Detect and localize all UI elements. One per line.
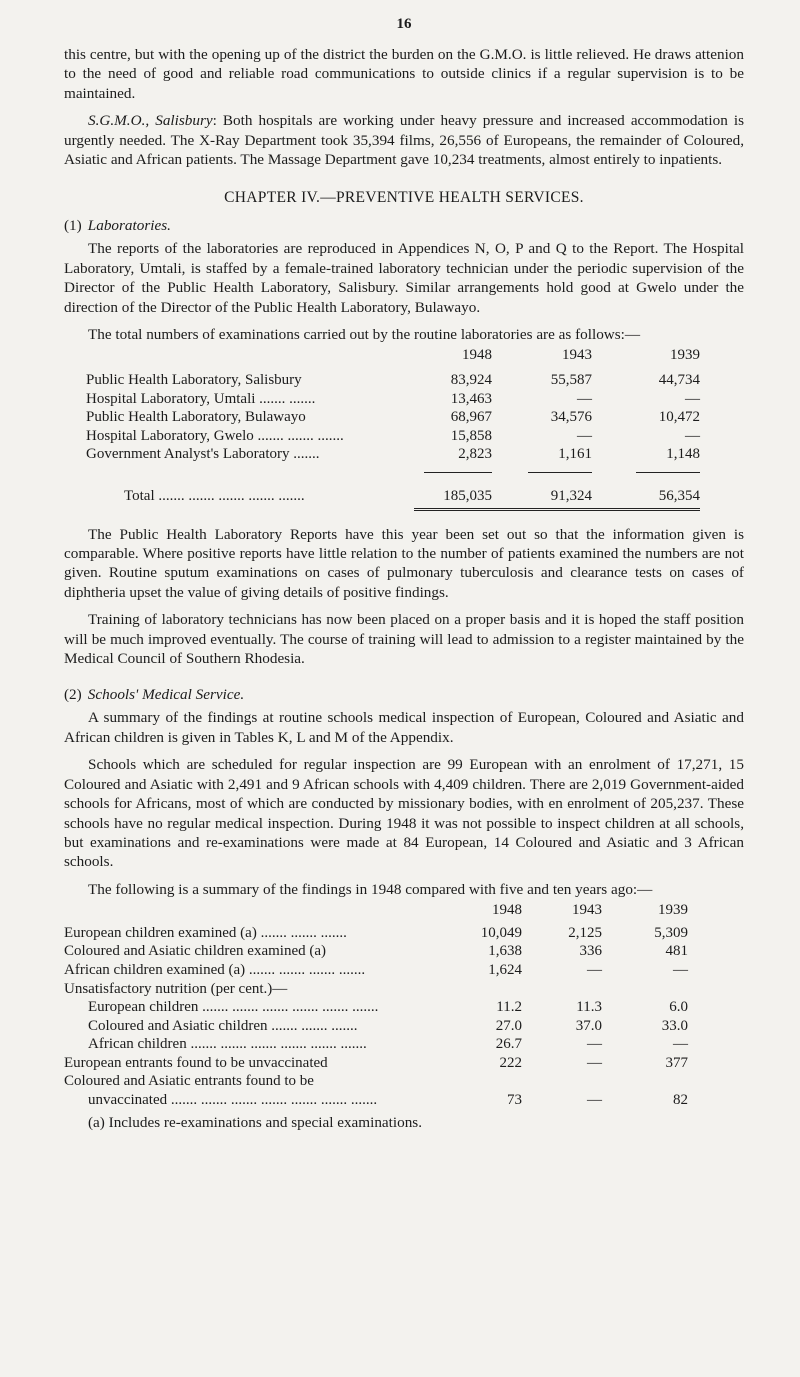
document-page (64, 16, 744, 1132)
table-row (64, 980, 688, 999)
cell-1943: 1,161 (558, 446, 592, 463)
cell-1939: — (673, 1036, 688, 1053)
paragraph-salisbury-lead: S.G.M.O., Salisbury (88, 112, 213, 130)
row-label: Public Health Laboratory, Salisbury (86, 372, 302, 389)
cell-1943 (522, 980, 602, 999)
table-row (64, 1035, 688, 1054)
total-1939: 56,354 (592, 473, 700, 509)
table-row (64, 961, 688, 980)
paragraph-training: Training of laboratory technicians has now been placed on a proper basis and it is hoped the staff position will be much improved eventually. The course of training will lead to admission to a register maintained by the Medical Council of Southern Rhodesia. (64, 611, 744, 668)
table-row (86, 445, 700, 464)
cell-1943: — (587, 1036, 602, 1053)
cell-1943: — (577, 427, 592, 444)
cell-1948: 26.7 (495, 1036, 522, 1053)
cell-1948: 2,823 (458, 446, 492, 463)
column-header-1948: 1948 (492, 902, 522, 919)
footnote: (a) Includes re-examinations and special examinations. (88, 1113, 422, 1131)
cell-1948: 68,967 (450, 409, 492, 426)
cell-1939: 481 (665, 943, 688, 960)
row-label: Government Analyst's Laboratory ....... (86, 446, 320, 463)
row-label: African children examined (a) ....... ....... ....... ....... (64, 961, 366, 978)
table-header-row (64, 901, 688, 920)
section-laboratories-heading (64, 217, 744, 235)
cell-1943: — (587, 961, 602, 978)
paragraph-phl-reports: The Public Health Laboratory Reports have this year been set out so that the information given is comparable. Where positive reports have little relation to the number of patients examined the numbers are not given. Routine sputum examinations on cases of pulmonary tuberculosis and clearance tests on cases of diphtheria upset the value of giving details of positive findings. (64, 525, 744, 601)
row-label: African children ....... ....... ....... ....... ....... ....... (88, 1036, 367, 1053)
cell-1948: 73 (507, 1092, 522, 1109)
section-schools-heading (64, 686, 744, 704)
cell-1943: 34,576 (550, 409, 592, 426)
laboratory-examinations-table (86, 346, 700, 510)
cell-1948 (452, 1072, 522, 1091)
cell-1939: 44,734 (658, 372, 700, 389)
table-row (64, 1091, 688, 1110)
cell-1943: — (577, 390, 592, 407)
cell-1943: 2,125 (568, 924, 602, 941)
cell-1943: 37.0 (575, 1017, 602, 1034)
table-row (64, 998, 688, 1017)
column-header-1939: 1939 (670, 347, 700, 364)
column-header-1943: 1943 (572, 902, 602, 919)
paragraph-salisbury-body: : Both hospitals are working under heavy pressure and increased accommodation is urgently needed. The X-Ray Department took 35,394 films, 26,556 of Europeans, the remainder of Coloured, Asiatic and African patients. The Massage Department gave 10,234 treatments, almost entirely to inpatients. (64, 112, 745, 169)
row-label: Hospital Laboratory, Umtali ....... ....... (86, 390, 316, 407)
cell-1948: 11.2 (496, 999, 522, 1016)
column-header-1939: 1939 (658, 902, 688, 919)
row-label: Coloured and Asiatic entrants found to be (64, 1073, 314, 1090)
row-label: European children examined (a) ....... ....... ....... (64, 924, 347, 941)
table-row (86, 390, 700, 409)
cell-1939: 82 (673, 1092, 688, 1109)
cell-1943: — (587, 1092, 602, 1109)
cell-1948: 27.0 (495, 1017, 522, 1034)
row-label: Coloured and Asiatic children ....... ....... ....... (88, 1017, 358, 1034)
total-1943: 91,324 (492, 473, 592, 509)
section-number: (2) (64, 686, 82, 704)
table-row (64, 1017, 688, 1036)
cell-1943: 336 (579, 943, 602, 960)
paragraph-following: The following is a summary of the findings in 1948 compared with five and ten years ago:— (88, 880, 653, 898)
cell-1948: 10,049 (480, 924, 522, 941)
cell-1939: 33.0 (661, 1017, 688, 1034)
table-row (86, 408, 700, 427)
cell-1943 (522, 1072, 602, 1091)
row-label: European entrants found to be unvaccinated (64, 1054, 328, 1071)
section-title: Schools' Medical Service. (87, 686, 245, 704)
table-total-row (86, 473, 700, 509)
page-number: 16 (396, 16, 412, 32)
cell-1939: 6.0 (669, 999, 688, 1016)
column-header-1948: 1948 (462, 347, 492, 364)
cell-1939: 10,472 (658, 409, 700, 426)
cell-1948 (452, 980, 522, 999)
paragraph-schools-scheduled: Schools which are scheduled for regular inspection are 99 European with an enrolment of 17,271, 15 Coloured and Asiatic with 2,491 and 9 African schools with 4,409 children. There are 2,019 Government-aided schools for Africans, most of which are conducted by missionary bodies, with en enrolment of 205,237. These schools have no regular medical inspection. During 1948 it was not possible to inspect children at all schools, but examinations and re-examinations were made at 84 European, 14 Coloured and Asiatic and 3 African schools. (64, 756, 744, 871)
column-header-1943: 1943 (562, 347, 592, 364)
cell-1943: 11.3 (576, 999, 602, 1016)
paragraph-salisbury (64, 111, 744, 169)
cell-1939: — (685, 427, 700, 444)
row-label: European children ....... ....... ....... ....... ....... ....... (88, 999, 379, 1016)
paragraph-schools-summary: A summary of the findings at routine schools medical inspection of European, Coloured and Asiatic and African children is given in Tables K, L and M of the Appendix. (64, 709, 744, 746)
cell-1939: 377 (665, 1054, 688, 1071)
cell-1939: — (685, 390, 700, 407)
cell-1943: — (587, 1054, 602, 1071)
row-label: Coloured and Asiatic children examined (a) (64, 943, 326, 960)
chapter-heading: CHAPTER IV.—PREVENTIVE HEALTH SERVICES. (224, 189, 584, 207)
table-row (86, 427, 700, 446)
paragraph-lab-reports: The reports of the laboratories are reproduced in Appendices N, O, P and Q to the Report. The Hospital Laboratory, Umtali, is staffed by a female-trained laboratory technician under the periodic supervision of the Director of the Public Health Laboratory, Salisbury. Similar arrangements hold good at Gwelo under the direction of the Director of the Public Health Laboratory, Bulawayo. (64, 240, 744, 316)
section-title: Laboratories. (87, 217, 171, 235)
cell-1948: 15,858 (450, 427, 492, 444)
paragraph-intro: this centre, but with the opening up of the district the burden on the G.M.O. is little relieved. He draws attenion to the need of good and reliable road communications to outside clinics if a regular supervision is to be maintained. (64, 46, 744, 102)
table-row (64, 1072, 688, 1091)
table-header-row (86, 346, 700, 365)
paragraph-lab-total: The total numbers of examinations carried out by the routine laboratories are as follows:— (88, 326, 641, 344)
row-label: unvaccinated ....... ....... ....... ....... ....... ....... ....... (88, 1092, 378, 1109)
schools-findings-table (64, 901, 688, 1110)
cell-1948: 83,924 (450, 372, 492, 389)
cell-1939 (602, 980, 688, 999)
row-label: Unsatisfactory nutrition (per cent.)— (64, 980, 288, 997)
table-row (64, 1054, 688, 1073)
cell-1948: 1,638 (488, 943, 522, 960)
cell-1939: 5,309 (654, 924, 688, 941)
row-label: Public Health Laboratory, Bulawayo (86, 409, 306, 426)
table-row (64, 942, 688, 961)
cell-1948: 1,624 (488, 961, 522, 978)
total-1948: 185,035 (414, 473, 492, 509)
table-row (86, 371, 700, 390)
section-number: (1) (64, 217, 82, 235)
table-row (64, 924, 688, 943)
cell-1939: — (673, 961, 688, 978)
cell-1939: 1,148 (666, 446, 700, 463)
cell-1948: 222 (499, 1054, 522, 1071)
cell-1948: 13,463 (450, 390, 492, 407)
total-label: Total ....... ....... ....... ....... ....... (124, 488, 305, 505)
cell-1939 (602, 1072, 688, 1091)
cell-1943: 55,587 (550, 372, 592, 389)
row-label: Hospital Laboratory, Gwelo ....... ....... ....... (86, 427, 344, 444)
